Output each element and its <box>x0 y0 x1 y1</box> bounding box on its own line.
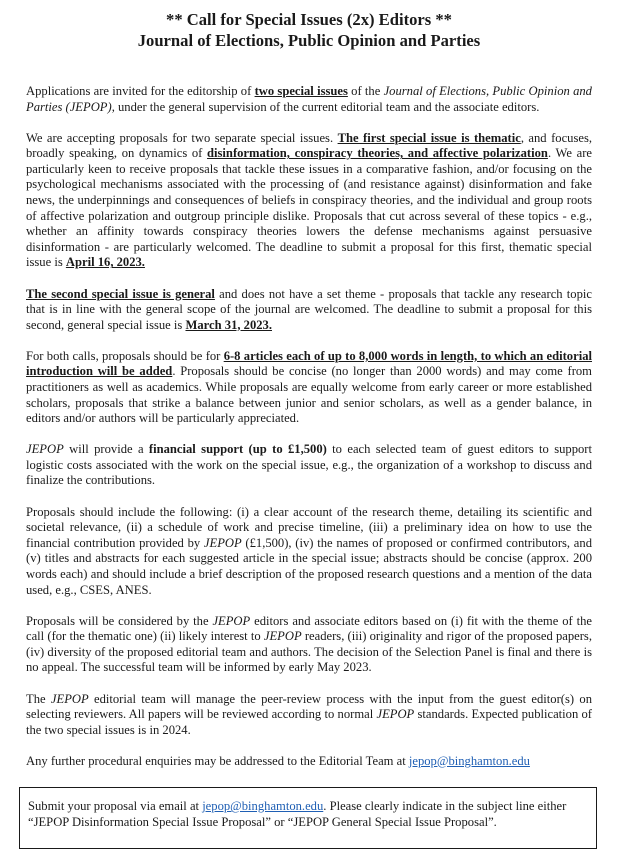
paragraph-selection <box>26 614 592 676</box>
text: . We are particularly keen to receive proposals that tackle these issues in a comparative fashion, and/or focusing on the psychological mechanisms associated with the processing of (and resistance against) disinformation and fake news, the underpinnings and consequences of beliefs in conspiracy theories, and the individual and group roots of affective polarization and outgroup principle dislike. Proposals that cut across several of these topics - e.g., whether an affinity towards conspiracy theories lowers the defense mechanisms against persuasive disinformation - are particularly welcomed. The deadline to submit a proposal for this first, thematic special issue is <box>26 146 593 270</box>
paragraph-financial-support <box>26 442 592 489</box>
journal-abbrev: JEPOP <box>263 629 302 644</box>
paragraph-both-calls <box>26 349 592 427</box>
paragraph-intro <box>26 84 592 115</box>
text: , and focuses, broadly speaking, on dynamics of <box>26 130 592 161</box>
text: Proposals should include the following: (i) a clear account of the research theme, detailing its scientific and societal relevance, (ii) a schedule of work and precise timeline, (iii) a preliminary idea on how to use the financial contribution provided by <box>26 504 592 550</box>
emphasis-first-issue: The first special issue is thematic <box>337 130 521 145</box>
email-link-submit[interactable]: jepop@binghamton.edu <box>202 799 324 813</box>
text: Submit your proposal via email at <box>28 799 203 813</box>
text: . Proposals should be concise (no longer than 2000 words) and may come from practitioners as well as academics. While proposals are equally welcome from early career or more established scholars, proposals that strike a balance between junior and senior scholars, as well as a gender balance, in editors and/or authors will be particularly appreciated. <box>26 364 592 426</box>
text: editorial team will manage the peer-review process with the input from the guest editor(s) on selecting reviewers. All papers will be reviewed according to normal <box>26 691 592 722</box>
text: The <box>26 691 51 706</box>
emphasis-article-count: 6-8 articles each of up to 8,000 words in length, to which an editorial introduction will be added <box>26 348 592 379</box>
emphasis-two-special-issues: two special issues <box>254 84 348 98</box>
journal-abbrev: JEPOP <box>203 535 242 550</box>
document-body <box>26 84 592 769</box>
title-line-1: ** Call for Special Issues (2x) Editors ** <box>166 10 452 29</box>
text: For both calls, proposals should be for <box>26 348 224 363</box>
deadline-general: March 31, 2023. <box>185 317 272 332</box>
journal-abbrev: JEPOP <box>376 707 415 722</box>
text: Proposals will be considered by the <box>26 613 213 628</box>
journal-abbrev: JEPOP <box>50 691 89 706</box>
deadline-thematic: April 16, 2023. <box>65 255 145 270</box>
text: and does not have a set theme - proposals that tackle any research topic that is in line with the general scope of the journal are welcomed. The deadline to submit a proposal for this second, general special issue is <box>26 286 592 332</box>
paragraph-thematic-issue <box>26 131 592 271</box>
journal-name: Journal of Elections, Public Opinion and Parties (JEPOP) <box>26 84 592 114</box>
emphasis-financial-support: financial support (up to £1,500) <box>148 442 327 457</box>
page-title <box>26 9 592 51</box>
journal-abbrev: JEPOP <box>212 613 251 628</box>
journal-abbrev: JEPOP <box>26 442 64 457</box>
text: . Please clearly indicate in the subject line either “JEPOP Disinformation Special Issue Proposal” or “JEPOP General Special Issue Proposal”. <box>28 799 567 829</box>
text: Any further procedural enquiries may be addressed to the Editorial Team at <box>26 753 409 768</box>
text: (£1,500), (iv) the names of proposed or confirmed contributors, and (v) titles and abstracts for each suggested article in the special issue; abstracts should be concise (approx. 200 words each) and should include a brief description of the proposed research questions and a mention of the data used, e.g., CSES, ANES. <box>26 535 592 597</box>
emphasis-second-issue: The second special issue is general <box>26 286 215 301</box>
text: We are accepting proposals for two separate special issues. <box>26 130 338 145</box>
text: editors and associate editors based on (i) fit with the theme of the call (for the thematic one) (ii) likely interest to <box>26 613 592 644</box>
text: standards. Expected publication of the two special issues is in 2024. <box>26 707 593 737</box>
text: readers, (iii) originality and rigor of the proposed papers, (iv) diversity of the proposed editorial team and authors. The decision of the Selection Panel is final and there is no appeal. The successful team will be informed by early May 2023. <box>26 629 592 675</box>
emphasis-topics: disinformation, conspiracy theories, and affective polarization <box>207 146 548 161</box>
text: Applications are invited for the editorship of <box>26 84 255 98</box>
email-link-enquiries[interactable]: jepop@binghamton.edu <box>408 753 530 768</box>
title-line-2: Journal of Elections, Public Opinion and Parties <box>137 31 481 50</box>
paragraph-proposal-contents <box>26 505 592 599</box>
text: of the <box>347 84 384 98</box>
paragraph-general-issue <box>26 287 592 334</box>
paragraph-peer-review <box>26 692 592 739</box>
submission-box <box>19 787 597 849</box>
text: will provide a <box>63 442 149 457</box>
paragraph-enquiries <box>26 754 592 770</box>
text: , under the general supervision of the current editorial team and the associate editors. <box>111 99 540 114</box>
text: to each selected team of guest editors to support logistic costs associated with the work on the special issue, e.g., the organization of a workshop to discuss and finalize the contributions. <box>26 442 592 488</box>
